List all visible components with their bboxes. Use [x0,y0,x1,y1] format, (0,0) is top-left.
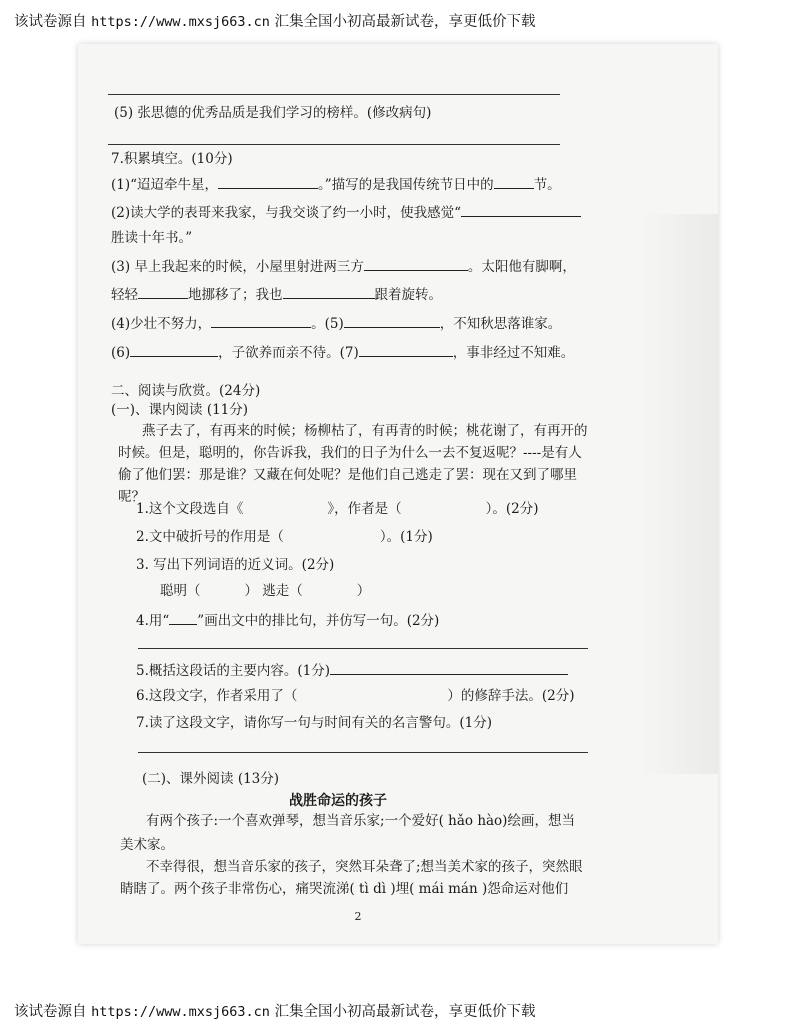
blank[interactable] [461,202,581,217]
text: 节。 [533,177,561,193]
reading-question-7: 7.读了这段文字，请你写一句与时间有关的名言警句。(1分) [136,715,493,731]
text: 6.这段文字，作者采用了（ [136,688,298,704]
page-number: 2 [354,910,362,923]
text: ） 逃走（ [244,583,303,599]
q7-line-2 [111,202,581,222]
blank[interactable] [330,660,568,675]
question-7-title: 7.积累填空。(10分) [111,151,233,167]
q7-line-4 [111,256,576,276]
source-banner-bottom [14,1000,784,1021]
source-banner-top [14,10,784,31]
text: 。太阳他有脚啊， [467,259,576,275]
text: 轻轻 [111,287,138,303]
blank[interactable] [211,313,311,328]
text: ”画出文中的排比句，并仿写一句。(2分) [197,613,440,629]
banner-suffix: 汇集全国小初高最新试卷，享更低价下载 [274,14,536,30]
q7-line-7 [111,342,574,362]
answer-line [108,144,560,145]
q7-line-5 [111,284,442,304]
text: (1)“迢迢牵牛星， [111,177,219,193]
passage-line: 燕子去了，有再来的时候；杨柳枯了，有再青的时候；桃花谢了，有再开的 [142,423,588,439]
q7-line-1 [111,174,561,194]
story-line: 美术家。 [120,837,174,853]
text: 。(5) [311,316,344,332]
blank[interactable] [494,174,534,189]
text: 5.概括这段话的主要内容。(1分) [136,663,331,679]
reading-question-5 [136,660,568,680]
section-2-subtitle-1: (一)、课内阅读 (11分) [111,402,249,418]
question-5-correction: (5) 张思德的优秀品质是我们学习的榜样。(修改病句) [114,105,432,121]
text: 。”描写的是我国传统节日中的 [318,177,494,193]
text: ，事非经过不知难。 [452,345,575,361]
text: ）。(1分) [379,529,433,545]
text: 2.文中破折号的作用是（ [136,529,284,545]
passage-line: 呢？ [118,489,145,505]
banner-prefix: 该试卷源自 [14,1004,87,1020]
text: ）的修辞手法。(2分) [447,688,575,704]
reading-question-3-items [160,582,370,600]
text: (2)读大学的表哥来我家，与我交谈了约一小时，使我感觉“ [111,205,462,221]
story-line: 睛瞎了。两个孩子非常伤心，痛哭流涕( tì dì )埋( mái mán )怨命运对他们 [120,881,569,897]
banner-url[interactable]: https://www.mxsj663.cn [91,14,270,30]
blank[interactable] [169,610,197,625]
answer-line [108,94,560,95]
text: (6) [111,345,131,361]
reading-question-2 [136,528,433,546]
blank[interactable] [138,284,188,299]
q7-line-3: 胜读十年书。” [111,230,193,246]
section-2-subtitle-2: (二)、课外阅读 (13分) [142,771,280,787]
reading-question-3: 3. 写出下列词语的近义词。(2分) [136,557,335,573]
blank[interactable] [218,174,318,189]
blank[interactable] [283,284,375,299]
text: 》，作者是（ [327,501,402,517]
reading-question-4 [136,610,439,630]
story-line: 不幸得很，想当音乐家的孩子，突然耳朵聋了;想当美术家的孩子，突然眼 [146,859,583,875]
blank[interactable] [130,342,218,357]
answer-line [138,752,588,753]
exam-page [78,44,718,944]
banner-url[interactable]: https://www.mxsj663.cn [91,1004,270,1020]
text: 跟着旋转。 [374,287,442,303]
banner-suffix: 汇集全国小初高最新试卷，享更低价下载 [274,1004,536,1020]
passage-line: 时候。但是，聪明的，你告诉我，我们的日子为什么一去不复返呢？----是有人 [118,445,582,461]
passage-line: 偷了他们罢：那是谁？又藏在何处呢？是他们自己逃走了罢：现在又到了哪里 [118,467,577,483]
text: ，子欲养而亲不待。(7) [218,345,359,361]
story-title: 战胜命运的孩子 [289,793,387,809]
blank[interactable] [364,256,468,271]
text: ） [356,583,371,599]
section-2-title: 二、阅读与欣赏。(24分) [111,383,261,399]
text: (4)少壮不努力， [111,316,212,332]
text: 聪明（ [160,583,201,599]
scan-shadow [638,214,718,774]
text: ，不知秋思落谁家。 [439,316,562,332]
text: 地挪移了；我也 [188,287,283,303]
blank[interactable] [359,342,453,357]
text: ）。(2分) [485,501,539,517]
answer-line [138,648,588,649]
reading-question-6 [136,687,575,705]
reading-question-1 [136,500,539,518]
blank[interactable] [344,313,440,328]
text: (3) 早上我起来的时候，小屋里射进两三方 [111,259,364,275]
story-line: 有两个孩子:一个喜欢弹琴，想当音乐家;一个爱好( hǎo hào)绘画，想当 [146,813,575,829]
text: 4.用“ [136,613,170,629]
banner-prefix: 该试卷源自 [14,14,87,30]
text: 1.这个文段选自《 [136,501,244,517]
q7-line-6 [111,313,561,333]
